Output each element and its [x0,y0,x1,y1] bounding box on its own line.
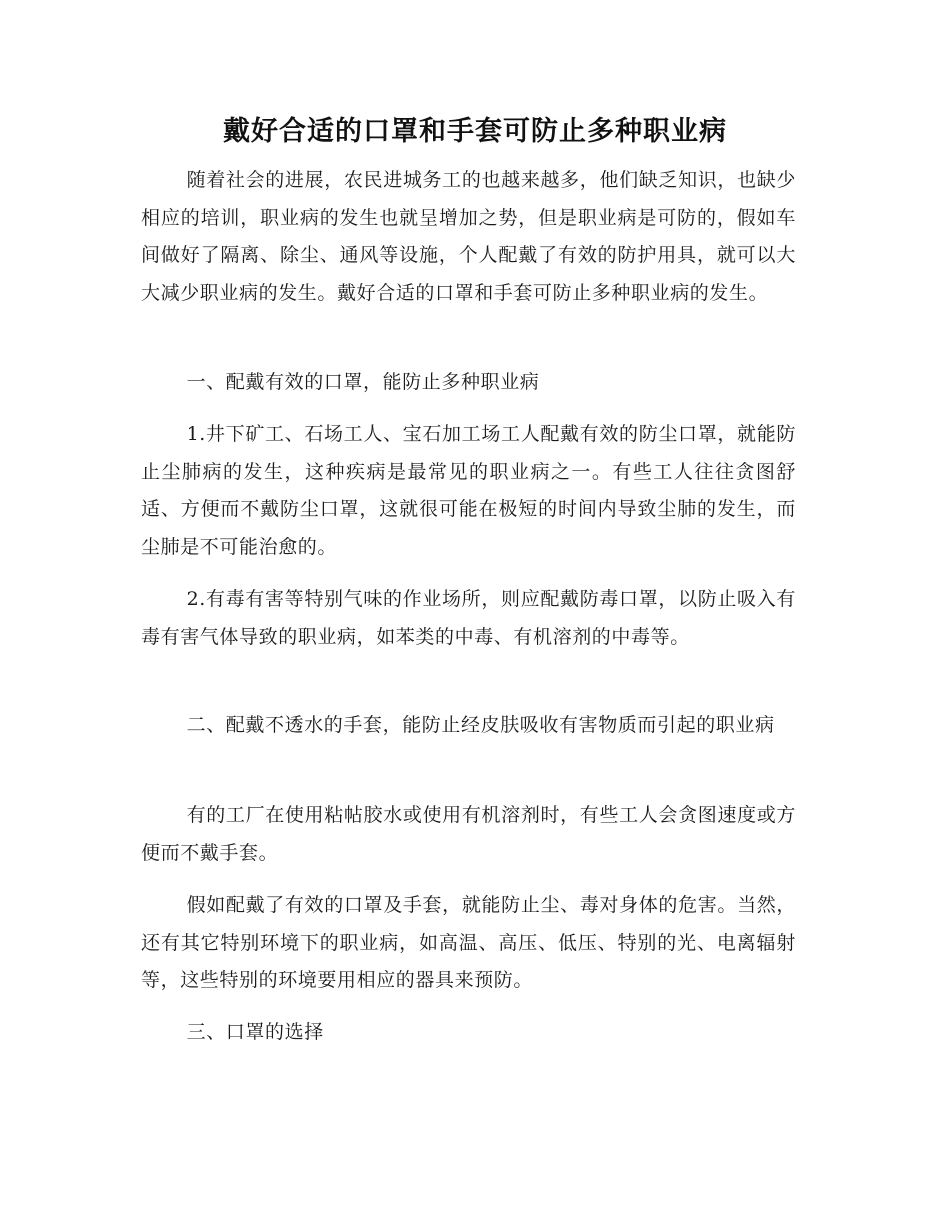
paragraph-gloves: 有的工厂在使用粘帖胶水或使用有机溶剂时，有些工人会贪图速度或方便而不戴手套。 [141,804,796,864]
paragraph-conclusion: 假如配戴了有效的口罩及手套，就能防止尘、毒对身体的危害。当然，还有其它特别环境下的职业病，如高温、高压、低压、特别的光、电离辐射等，这些特别的环境要用相应的器具来预防。 [141,894,796,991]
section-heading-1: 一、配戴有效的口罩，能防止多种职业病 [186,371,540,393]
document-title: 戴好合适的口罩和手套可防止多种职业病 [223,116,727,147]
paragraph-item-1: 1.井下矿工、石场工人、宝石加工场工人配戴有效的防尘口罩，就能防止尘肺病的发生，这种疾病是最常见的职业病之一。有些工人往往贪图舒适、方便而不戴防尘口罩，这就很可能在极短的时间内导致尘肺的发生，而尘肺是不可能治愈的。 [141,423,796,558]
paragraph-item-2: 2.有毒有害等特别气味的作业场所，则应配戴防毒口罩，以防止吸入有毒有害气体导致的职业病，如苯类的中毒、有机溶剂的中毒等。 [141,588,796,648]
section-heading-2: 二、配戴不透水的手套，能防止经皮肤吸收有害物质而引起的职业病 [186,714,775,736]
paragraph-intro: 随着社会的进展，农民进城务工的也越来越多，他们缺乏知识，也缺少相应的培训，职业病的发生也就呈增加之势，但是职业病是可防的，假如车间做好了隔离、除尘、通风等设施，个人配戴了有效的防护用具，就可以大大减少职业病的发生。戴好合适的口罩和手套可防止多种职业病的发生。 [141,169,796,304]
section-heading-3: 三、口罩的选择 [186,1021,324,1043]
